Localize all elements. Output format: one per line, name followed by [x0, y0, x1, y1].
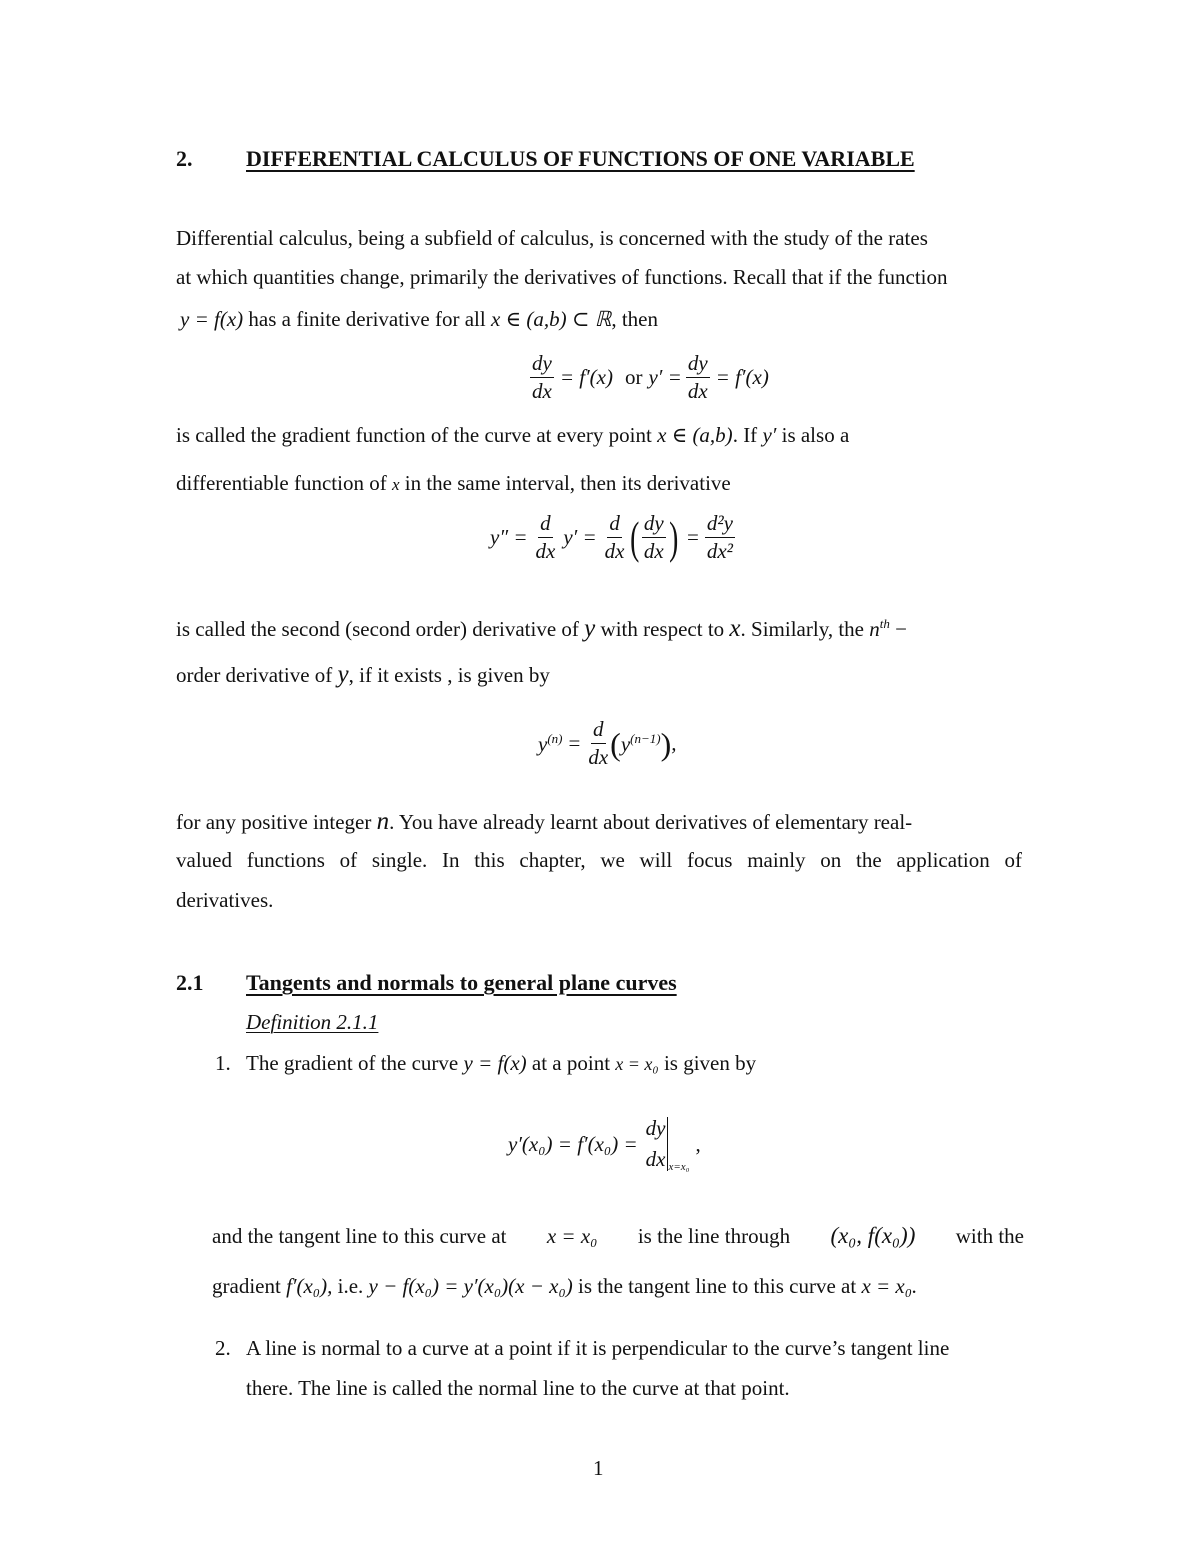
section-title: DIFFERENTIAL CALCULUS OF FUNCTIONS OF ONE VARIABLE	[246, 146, 915, 171]
item1-math-2: x = x₀	[615, 1054, 659, 1074]
frac-dy-dx-4: dy dx	[645, 1116, 666, 1172]
frac-dy-dx-3: $\frac{dy}{dx}$	[643, 511, 664, 564]
so-text-c: . Similarly, the	[740, 617, 870, 641]
eq2-yprime: y′ =	[563, 525, 597, 550]
intro-text-then: , then	[611, 307, 658, 331]
tangent2-math-1: f′(x₀),	[286, 1274, 333, 1298]
tangent-text-a: and the tangent line to this curve at	[212, 1224, 507, 1248]
so-math-n: n	[869, 617, 880, 641]
so2-text-a: order derivative of	[176, 663, 338, 687]
so-text-a: is called the second (second order) derivative of	[176, 617, 585, 641]
section-number: 2.	[176, 146, 193, 171]
tangent2-text-a: gradient	[212, 1274, 287, 1298]
intro-math-y-eq-fx: y = f(x)	[180, 307, 244, 331]
eq2-lhs: y″ =	[490, 525, 528, 550]
after-eq1-text-b: . If	[732, 423, 763, 447]
eq4-subscript: x=x₀	[668, 1161, 690, 1174]
second-order-line-2	[176, 662, 550, 687]
eq1-or: or	[624, 365, 643, 390]
diff-text-a: differentiable function of	[176, 471, 392, 495]
eq1-rhs2: = f′(x)	[715, 365, 769, 390]
frac-d-dx-2: $\frac{d}{dx}$	[604, 511, 625, 564]
differentiable-line	[176, 473, 731, 494]
so-math-th: th	[879, 616, 890, 631]
frac-dy-dx-2: $\frac{dy}{dx}$	[687, 351, 708, 404]
diff-math-x: x	[391, 475, 400, 494]
item1-text-c: is given by	[658, 1051, 757, 1075]
tangent2-text-b: i.e.	[332, 1274, 369, 1298]
tangent-math-point: (x₀, f(x₀))	[830, 1223, 916, 1248]
eq1-yprime: y′ =	[648, 365, 682, 390]
intro-line-3	[180, 309, 658, 330]
eq2-equals: =	[686, 525, 699, 550]
equation-nth-derivative	[538, 718, 677, 769]
subsection-number: 2.1	[176, 970, 204, 995]
paren-left: (	[629, 511, 639, 563]
tangent2-math-2: y − f(x₀) = y′(x₀)(x − x₀)	[368, 1274, 573, 1298]
tangent2-text-c: is the tangent line to this curve at	[572, 1274, 862, 1298]
closing-line-2: valued functions of single. In this chapter, we will focus mainly on the application of	[176, 848, 1022, 872]
tangent-line-2	[212, 1276, 917, 1297]
equation-gradient-at-point	[508, 1116, 701, 1174]
eq3-paren-left: (	[610, 725, 621, 762]
frac-d-dx-3: $\frac{d}{dx}$	[588, 717, 609, 770]
item-1-text	[246, 1053, 756, 1074]
so-math-x: x	[729, 615, 741, 642]
tangent-text-b: is the line through	[637, 1224, 791, 1248]
eq3-paren-right: )	[660, 725, 672, 762]
so-dash: −	[889, 617, 907, 641]
item-2-number: 2.	[215, 1336, 231, 1360]
closing-text-b: . You have already learnt about derivatives of elementary real-	[389, 810, 913, 834]
after-eq1-line	[176, 425, 849, 446]
second-order-line-1	[176, 616, 907, 641]
intro-math-interval: x ∈ (a,b) ⊂ ℝ	[490, 307, 612, 331]
eq3-lhs: $y^{(n)}$	[538, 730, 563, 756]
after-eq1-text-a: is called the gradient function of the curve at every point	[176, 423, 658, 447]
item-1-number: 1.	[215, 1051, 231, 1075]
frac-d2y-dx2: $\frac{\text{d²y}}{\text{dx²}}$	[706, 511, 733, 564]
item1-text-a: The gradient of the curve	[246, 1051, 464, 1075]
definition-label: Definition 2.1.1	[246, 1010, 379, 1034]
so-math-y: y	[584, 615, 596, 642]
closing-line-3: derivatives.	[176, 888, 274, 912]
equation-second-derivative	[490, 512, 735, 563]
eq3-comma: ,	[671, 731, 677, 756]
frac-d-dx-1: $\frac{d}{dx}$	[535, 511, 556, 564]
eq4-lhs: y′(x₀) = f′(x₀) =	[508, 1131, 638, 1156]
closing-line-1	[176, 809, 912, 834]
eq3-equals: =	[568, 731, 581, 756]
so2-math-y: y	[337, 661, 349, 688]
tangent-line-1	[212, 1224, 1024, 1247]
so-text-b: with respect to	[595, 617, 730, 641]
intro-text-finite: has a finite derivative for all	[243, 307, 491, 331]
after-eq1-text-c: is also a	[776, 423, 850, 447]
closing-math-n: n	[376, 808, 390, 835]
item1-text-b: at a point	[526, 1051, 616, 1075]
paren-right: )	[668, 511, 678, 563]
intro-line-2: at which quantities change, primarily the derivatives of functions. Recall that if the function	[176, 265, 948, 289]
diff-text-b: in the same interval, then its derivative	[399, 471, 731, 495]
frac-dy-dx-1: $\frac{dy}{dx}$	[532, 351, 552, 404]
item-2-line-1: A line is normal to a curve at a point if it is perpendicular to the curve’s tangent line	[246, 1336, 950, 1360]
eq3-inner: $y^{(n-1)}$	[620, 730, 661, 756]
tangent2-math-3: x = x₀.	[861, 1274, 918, 1298]
closing-text-a: for any positive integer	[176, 810, 377, 834]
tangent-math-1: x = x₀	[546, 1224, 598, 1248]
tangent-text-c: with the	[955, 1224, 1024, 1248]
equation-gradient	[530, 352, 775, 403]
item-2-line-2: there. The line is called the normal line to the curve at that point.	[246, 1376, 790, 1400]
page-number: 1	[593, 1456, 604, 1480]
so2-text-b: , if it exists , is given by	[348, 663, 550, 687]
eq4-comma: ,	[695, 1131, 701, 1156]
item1-math-1: y = f(x)	[463, 1051, 527, 1075]
after-eq1-math: x ∈ (a,b)	[657, 423, 733, 447]
eq1-rhs1: = f′(x)	[559, 365, 613, 390]
intro-line-1: Differential calculus, being a subfield of calculus, is concerned with the study of the rates	[176, 226, 928, 250]
after-eq1-yprime: y′	[762, 423, 777, 447]
subsection-title: Tangents and normals to general plane curves	[246, 970, 677, 995]
